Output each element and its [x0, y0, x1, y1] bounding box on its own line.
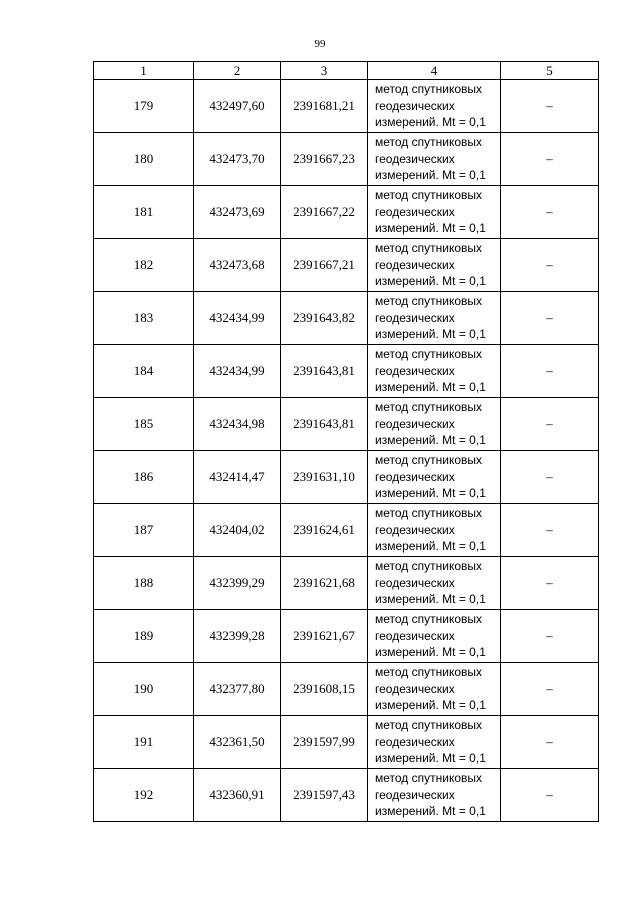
- note-cell: –: [501, 504, 599, 557]
- x-coordinate-cell: 432473,68: [194, 239, 281, 292]
- table-row: [94, 504, 599, 557]
- table-row: [94, 345, 599, 398]
- method-cell: метод спутниковых геодезических измерений. Mt = 0,1: [368, 663, 501, 716]
- header-col-1: 1: [94, 62, 194, 80]
- point-number-cell: 190: [94, 663, 194, 716]
- method-cell: метод спутниковых геодезических измерений. Mt = 0,1: [368, 716, 501, 769]
- x-coordinate-cell: 432399,28: [194, 610, 281, 663]
- method-cell: метод спутниковых геодезических измерений. Mt = 0,1: [368, 345, 501, 398]
- header-col-5: 5: [501, 62, 599, 80]
- x-coordinate-cell: 432399,29: [194, 557, 281, 610]
- method-cell: метод спутниковых геодезических измерений. Mt = 0,1: [368, 451, 501, 504]
- y-coordinate-cell: 2391621,67: [281, 610, 368, 663]
- note-cell: –: [501, 716, 599, 769]
- y-coordinate-cell: 2391643,82: [281, 292, 368, 345]
- table-row: [94, 80, 599, 133]
- point-number-cell: 185: [94, 398, 194, 451]
- table-header-row: [94, 62, 599, 80]
- point-number-cell: 192: [94, 769, 194, 822]
- x-coordinate-cell: 432404,02: [194, 504, 281, 557]
- x-coordinate-cell: 432361,50: [194, 716, 281, 769]
- point-number-cell: 188: [94, 557, 194, 610]
- point-number-cell: 181: [94, 186, 194, 239]
- table-row: [94, 663, 599, 716]
- note-cell: –: [501, 451, 599, 504]
- method-cell: метод спутниковых геодезических измерений. Mt = 0,1: [368, 557, 501, 610]
- table-row: [94, 239, 599, 292]
- y-coordinate-cell: 2391667,22: [281, 186, 368, 239]
- method-cell: метод спутниковых геодезических измерений. Mt = 0,1: [368, 504, 501, 557]
- note-cell: –: [501, 239, 599, 292]
- note-cell: –: [501, 769, 599, 822]
- y-coordinate-cell: 2391597,43: [281, 769, 368, 822]
- method-cell: метод спутниковых геодезических измерений. Mt = 0,1: [368, 239, 501, 292]
- y-coordinate-cell: 2391621,68: [281, 557, 368, 610]
- note-cell: –: [501, 663, 599, 716]
- point-number-cell: 189: [94, 610, 194, 663]
- y-coordinate-cell: 2391624,61: [281, 504, 368, 557]
- note-cell: –: [501, 80, 599, 133]
- y-coordinate-cell: 2391608,15: [281, 663, 368, 716]
- table-row: [94, 186, 599, 239]
- x-coordinate-cell: 432473,70: [194, 133, 281, 186]
- method-cell: метод спутниковых геодезических измерений. Mt = 0,1: [368, 186, 501, 239]
- point-number-cell: 179: [94, 80, 194, 133]
- y-coordinate-cell: 2391597,99: [281, 716, 368, 769]
- method-cell: метод спутниковых геодезических измерений. Mt = 0,1: [368, 133, 501, 186]
- note-cell: –: [501, 557, 599, 610]
- method-cell: метод спутниковых геодезических измерений. Mt = 0,1: [368, 80, 501, 133]
- note-cell: –: [501, 610, 599, 663]
- x-coordinate-cell: 432414,47: [194, 451, 281, 504]
- y-coordinate-cell: 2391667,21: [281, 239, 368, 292]
- point-number-cell: 186: [94, 451, 194, 504]
- page-number: 99: [314, 38, 326, 50]
- header-col-2: 2: [194, 62, 281, 80]
- table-row: [94, 557, 599, 610]
- table-row: [94, 610, 599, 663]
- point-number-cell: 182: [94, 239, 194, 292]
- table-row: [94, 451, 599, 504]
- y-coordinate-cell: 2391631,10: [281, 451, 368, 504]
- note-cell: –: [501, 186, 599, 239]
- table-row: [94, 398, 599, 451]
- y-coordinate-cell: 2391681,21: [281, 80, 368, 133]
- note-cell: –: [501, 133, 599, 186]
- table-row: [94, 716, 599, 769]
- method-cell: метод спутниковых геодезических измерений. Mt = 0,1: [368, 769, 501, 822]
- header-col-3: 3: [281, 62, 368, 80]
- method-cell: метод спутниковых геодезических измерений. Mt = 0,1: [368, 610, 501, 663]
- coordinates-table: [93, 61, 599, 822]
- x-coordinate-cell: 432434,99: [194, 345, 281, 398]
- point-number-cell: 184: [94, 345, 194, 398]
- y-coordinate-cell: 2391643,81: [281, 398, 368, 451]
- y-coordinate-cell: 2391643,81: [281, 345, 368, 398]
- y-coordinate-cell: 2391667,23: [281, 133, 368, 186]
- method-cell: метод спутниковых геодезических измерений. Mt = 0,1: [368, 398, 501, 451]
- table-row: [94, 769, 599, 822]
- note-cell: –: [501, 345, 599, 398]
- point-number-cell: 180: [94, 133, 194, 186]
- note-cell: –: [501, 398, 599, 451]
- point-number-cell: 187: [94, 504, 194, 557]
- x-coordinate-cell: 432360,91: [194, 769, 281, 822]
- x-coordinate-cell: 432473,69: [194, 186, 281, 239]
- x-coordinate-cell: 432434,98: [194, 398, 281, 451]
- note-cell: –: [501, 292, 599, 345]
- x-coordinate-cell: 432377,80: [194, 663, 281, 716]
- point-number-cell: 183: [94, 292, 194, 345]
- method-cell: метод спутниковых геодезических измерений. Mt = 0,1: [368, 292, 501, 345]
- x-coordinate-cell: 432497,60: [194, 80, 281, 133]
- point-number-cell: 191: [94, 716, 194, 769]
- table-row: [94, 292, 599, 345]
- table-row: [94, 133, 599, 186]
- x-coordinate-cell: 432434,99: [194, 292, 281, 345]
- header-col-4: 4: [368, 62, 501, 80]
